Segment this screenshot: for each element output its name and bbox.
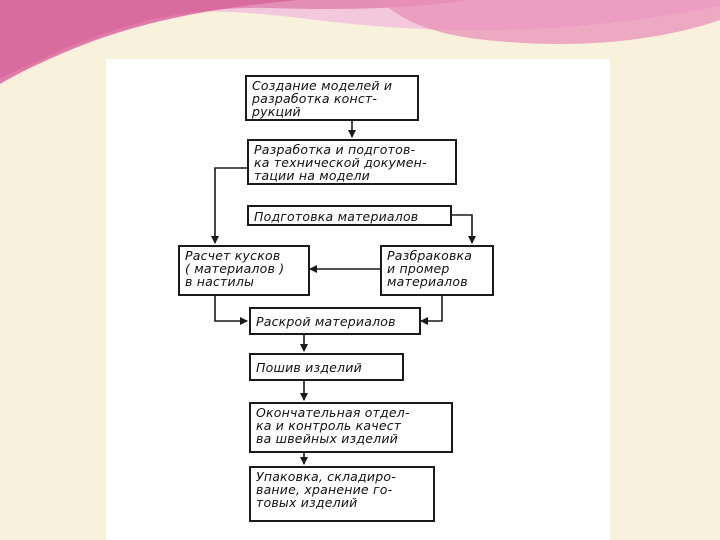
node-model-creation: Создание моделей и разработка конст- рукций	[245, 75, 419, 121]
node-final-finishing: Окончательная отдел- ка и контроль качест ва швейных изделий	[249, 402, 453, 453]
node-material-preparation: Подготовка материалов	[247, 205, 452, 226]
edge-n5-n6	[421, 296, 442, 321]
node-technical-documentation: Разработка и подготов- ка технической докумен- тации на модели	[247, 139, 457, 185]
node-cutting: Раскрой материалов	[249, 307, 421, 335]
scanned-figure	[106, 59, 610, 540]
edge-n4-n6	[215, 296, 247, 321]
edge-n3-n5	[452, 215, 472, 243]
node-packaging-storage: Упаковка, складиро- вание, хранение го- товых изделий	[249, 466, 435, 522]
node-material-inspection: Разбраковка и промер материалов	[380, 245, 494, 296]
edge-n2-n4	[215, 168, 247, 243]
node-piece-calculation: Расчет кусков ( материалов ) в настилы	[178, 245, 310, 296]
node-sewing: Пошив изделий	[249, 353, 404, 381]
